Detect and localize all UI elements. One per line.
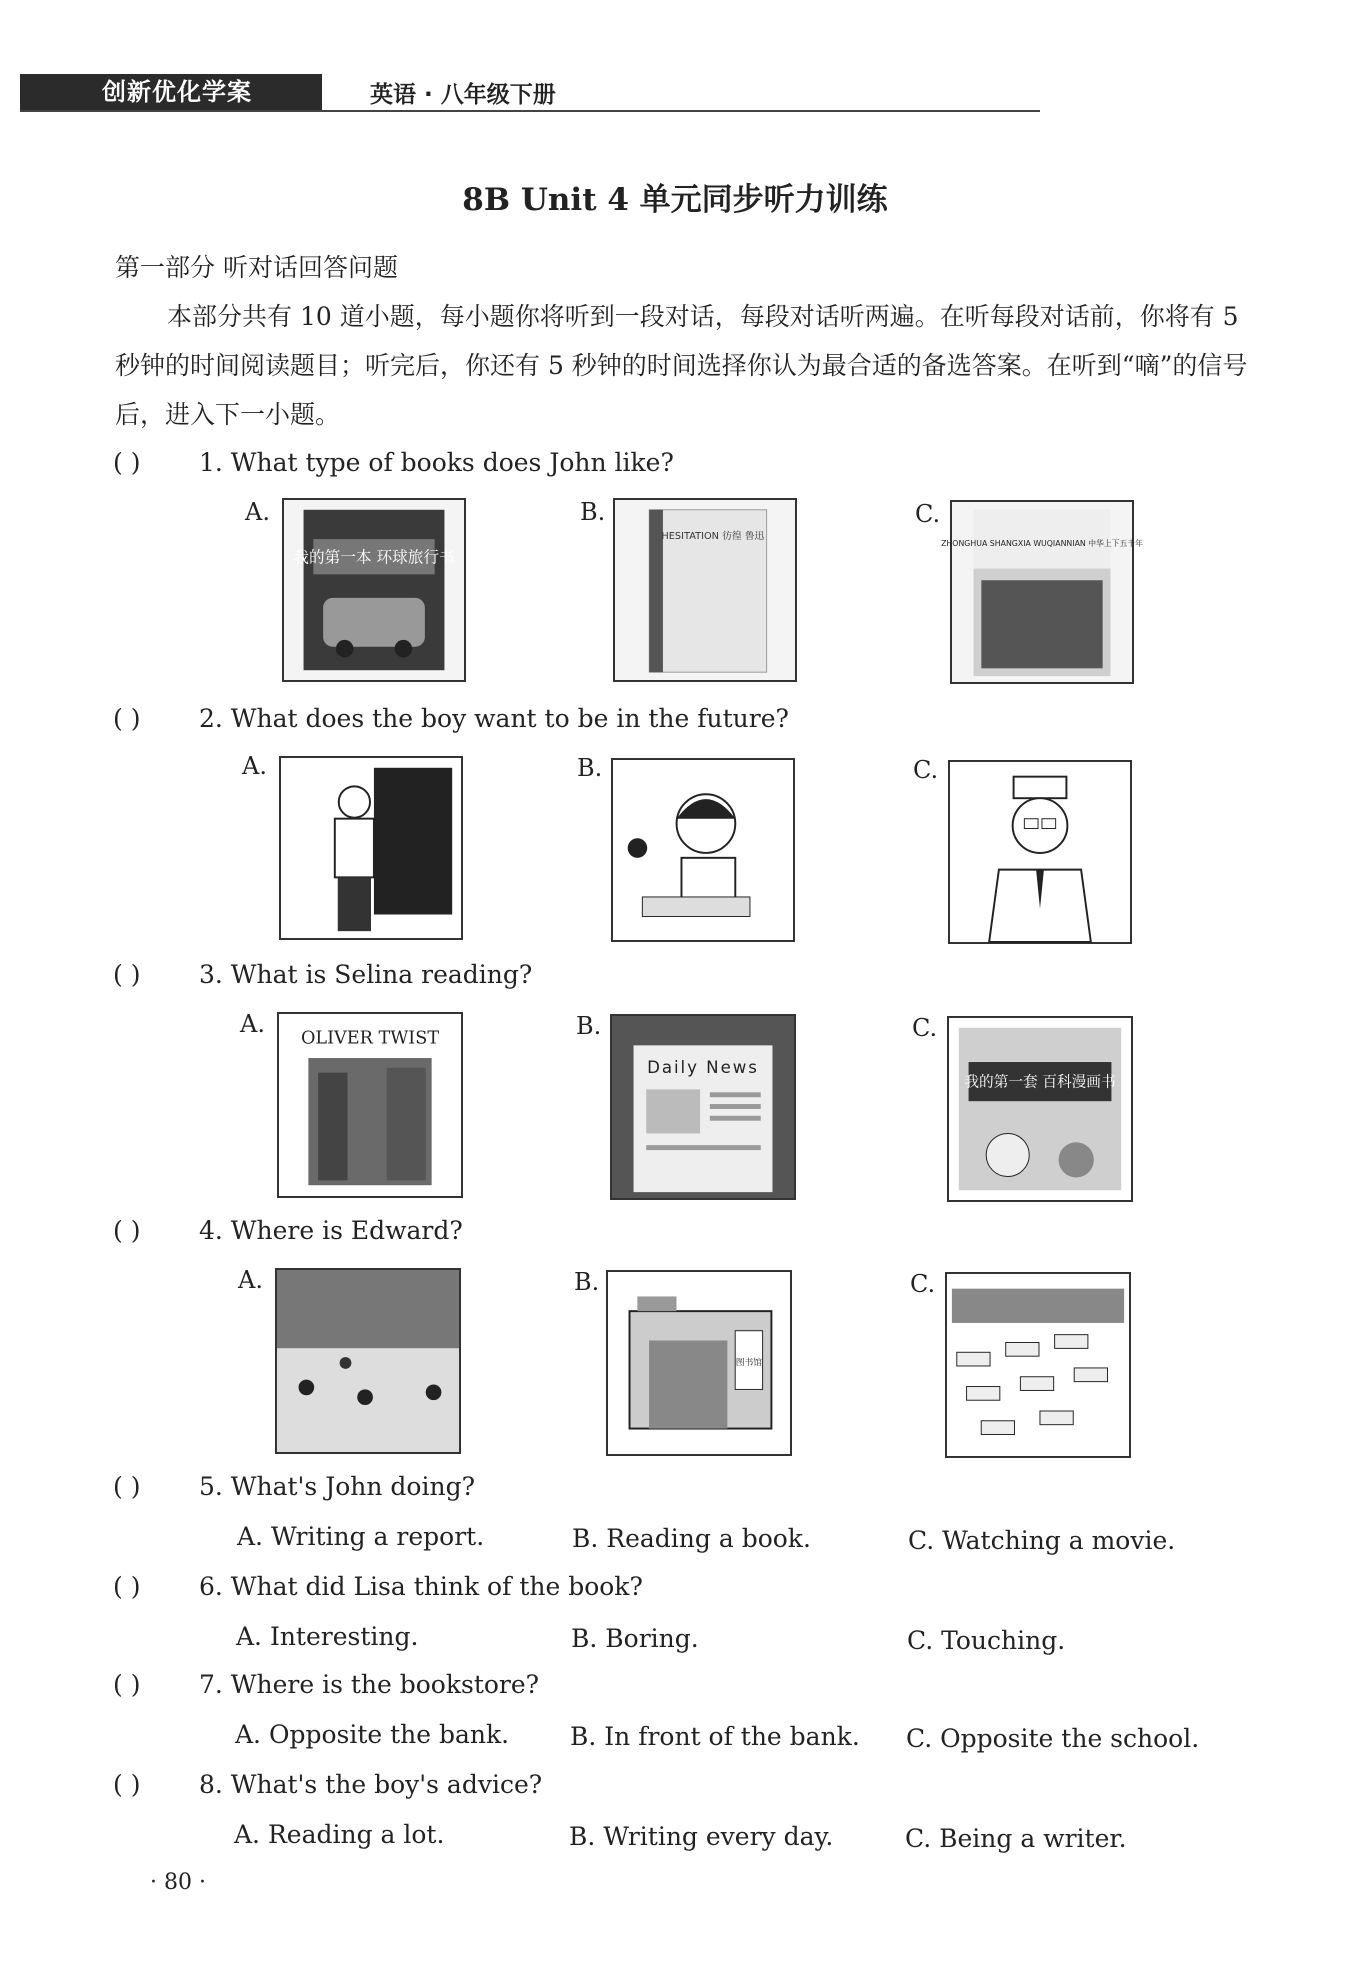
page-title: 8B Unit 4 单元同步听力训练 bbox=[462, 182, 888, 218]
option-c[interactable]: C. Being a writer. bbox=[905, 1824, 1127, 1853]
question-2: ( ) 2. What does the boy want to be in the future? bbox=[113, 704, 789, 733]
option-a[interactable]: A. Interesting. bbox=[236, 1622, 419, 1651]
oliver-twist-cover-image[interactable] bbox=[277, 1012, 463, 1198]
comic-book-cover-image[interactable] bbox=[947, 1016, 1133, 1202]
option-b[interactable]: B. In front of the bank. bbox=[570, 1722, 860, 1751]
library-image[interactable] bbox=[606, 1270, 792, 1456]
question-6: ( ) 6. What did Lisa think of the book? bbox=[113, 1572, 643, 1601]
series-banner: 创新优化学案 bbox=[20, 74, 322, 110]
question-1: ( ) 1. What type of books does John like? bbox=[113, 448, 674, 477]
question-8: ( ) 8. What's the boy's advice? bbox=[113, 1770, 543, 1799]
option-label: A. bbox=[240, 1010, 265, 1038]
subject-label: 英语 · 八年级下册 bbox=[370, 82, 556, 108]
option-label: C. bbox=[910, 1270, 936, 1298]
option-b[interactable]: B. Writing every day. bbox=[569, 1822, 834, 1851]
option-a[interactable]: A. Reading a lot. bbox=[234, 1820, 445, 1849]
student-computer-image[interactable] bbox=[611, 758, 795, 942]
option-b[interactable]: B. Reading a book. bbox=[572, 1524, 811, 1553]
book-title-text: 我的第一套 百科漫画书 bbox=[964, 1073, 1116, 1091]
playground-image[interactable] bbox=[275, 1268, 461, 1454]
answer-blank[interactable]: ( ) bbox=[113, 1572, 141, 1601]
classroom-image[interactable] bbox=[945, 1272, 1131, 1458]
page-number: · 80 · bbox=[150, 1870, 206, 1895]
option-c[interactable]: C. Watching a movie. bbox=[908, 1526, 1176, 1555]
option-c[interactable]: C. Touching. bbox=[907, 1626, 1066, 1655]
answer-blank[interactable]: ( ) bbox=[113, 1216, 141, 1245]
book-title-text: ZHONGHUA SHANGXIA WUQIANNIAN 中华上下五千年 bbox=[941, 539, 1143, 549]
book-title-text: OLIVER TWIST bbox=[300, 1028, 440, 1049]
book-cover-hesitation-image[interactable] bbox=[613, 498, 797, 682]
option-label: B. bbox=[577, 754, 603, 782]
section-heading: 第一部分 听对话回答问题 bbox=[115, 253, 398, 282]
book-title-text: HESITATION 彷徨 鲁迅 bbox=[661, 531, 765, 543]
option-label: C. bbox=[912, 1014, 938, 1042]
option-a[interactable]: A. Writing a report. bbox=[237, 1522, 485, 1551]
option-label: C. bbox=[915, 500, 941, 528]
option-c[interactable]: C. Opposite the school. bbox=[906, 1724, 1200, 1753]
answer-blank[interactable]: ( ) bbox=[113, 960, 141, 989]
teacher-image[interactable] bbox=[279, 756, 463, 940]
question-7: ( ) 7. Where is the bookstore? bbox=[113, 1670, 540, 1699]
book-title-text: 我的第一本 环球旅行书 bbox=[293, 547, 455, 567]
answer-blank[interactable]: ( ) bbox=[113, 448, 141, 477]
doctor-image[interactable] bbox=[948, 760, 1132, 944]
library-sign-text: 图书馆 bbox=[735, 1357, 763, 1368]
book-cover-history-image[interactable] bbox=[941, 500, 1143, 684]
answer-blank[interactable]: ( ) bbox=[113, 1770, 141, 1799]
option-a[interactable]: A. Opposite the bank. bbox=[235, 1720, 510, 1749]
option-label: B. bbox=[576, 1012, 602, 1040]
question-5: ( ) 5. What's John doing? bbox=[113, 1472, 475, 1501]
book-cover-travel-image[interactable] bbox=[282, 498, 466, 682]
answer-blank[interactable]: ( ) bbox=[113, 1670, 141, 1699]
header-rule bbox=[20, 110, 1040, 112]
answer-blank[interactable]: ( ) bbox=[113, 704, 141, 733]
option-label: A. bbox=[245, 498, 270, 526]
option-label: A. bbox=[242, 752, 267, 780]
daily-news-image[interactable] bbox=[610, 1014, 796, 1200]
option-label: B. bbox=[574, 1268, 600, 1296]
option-label: A. bbox=[238, 1266, 263, 1294]
answer-blank[interactable]: ( ) bbox=[113, 1472, 141, 1501]
question-4: ( ) 4. Where is Edward? bbox=[113, 1216, 463, 1245]
option-label: C. bbox=[913, 756, 939, 784]
newspaper-title-text: Daily News bbox=[647, 1057, 759, 1077]
option-label: B. bbox=[580, 498, 606, 526]
instructions: 本部分共有 10 道小题，每小题你将听到一段对话，每段对话听两遍。在听每段对话前，你将有 5 秒钟的时间阅读题目；听完后，你还有 5 秒钟的时间选择你认为最合适的备选答案。在听到“嘀”的信号后，进入下一小题。 bbox=[115, 302, 1248, 429]
option-b[interactable]: B. Boring. bbox=[571, 1624, 699, 1653]
question-3: ( ) 3. What is Selina reading? bbox=[113, 960, 533, 989]
